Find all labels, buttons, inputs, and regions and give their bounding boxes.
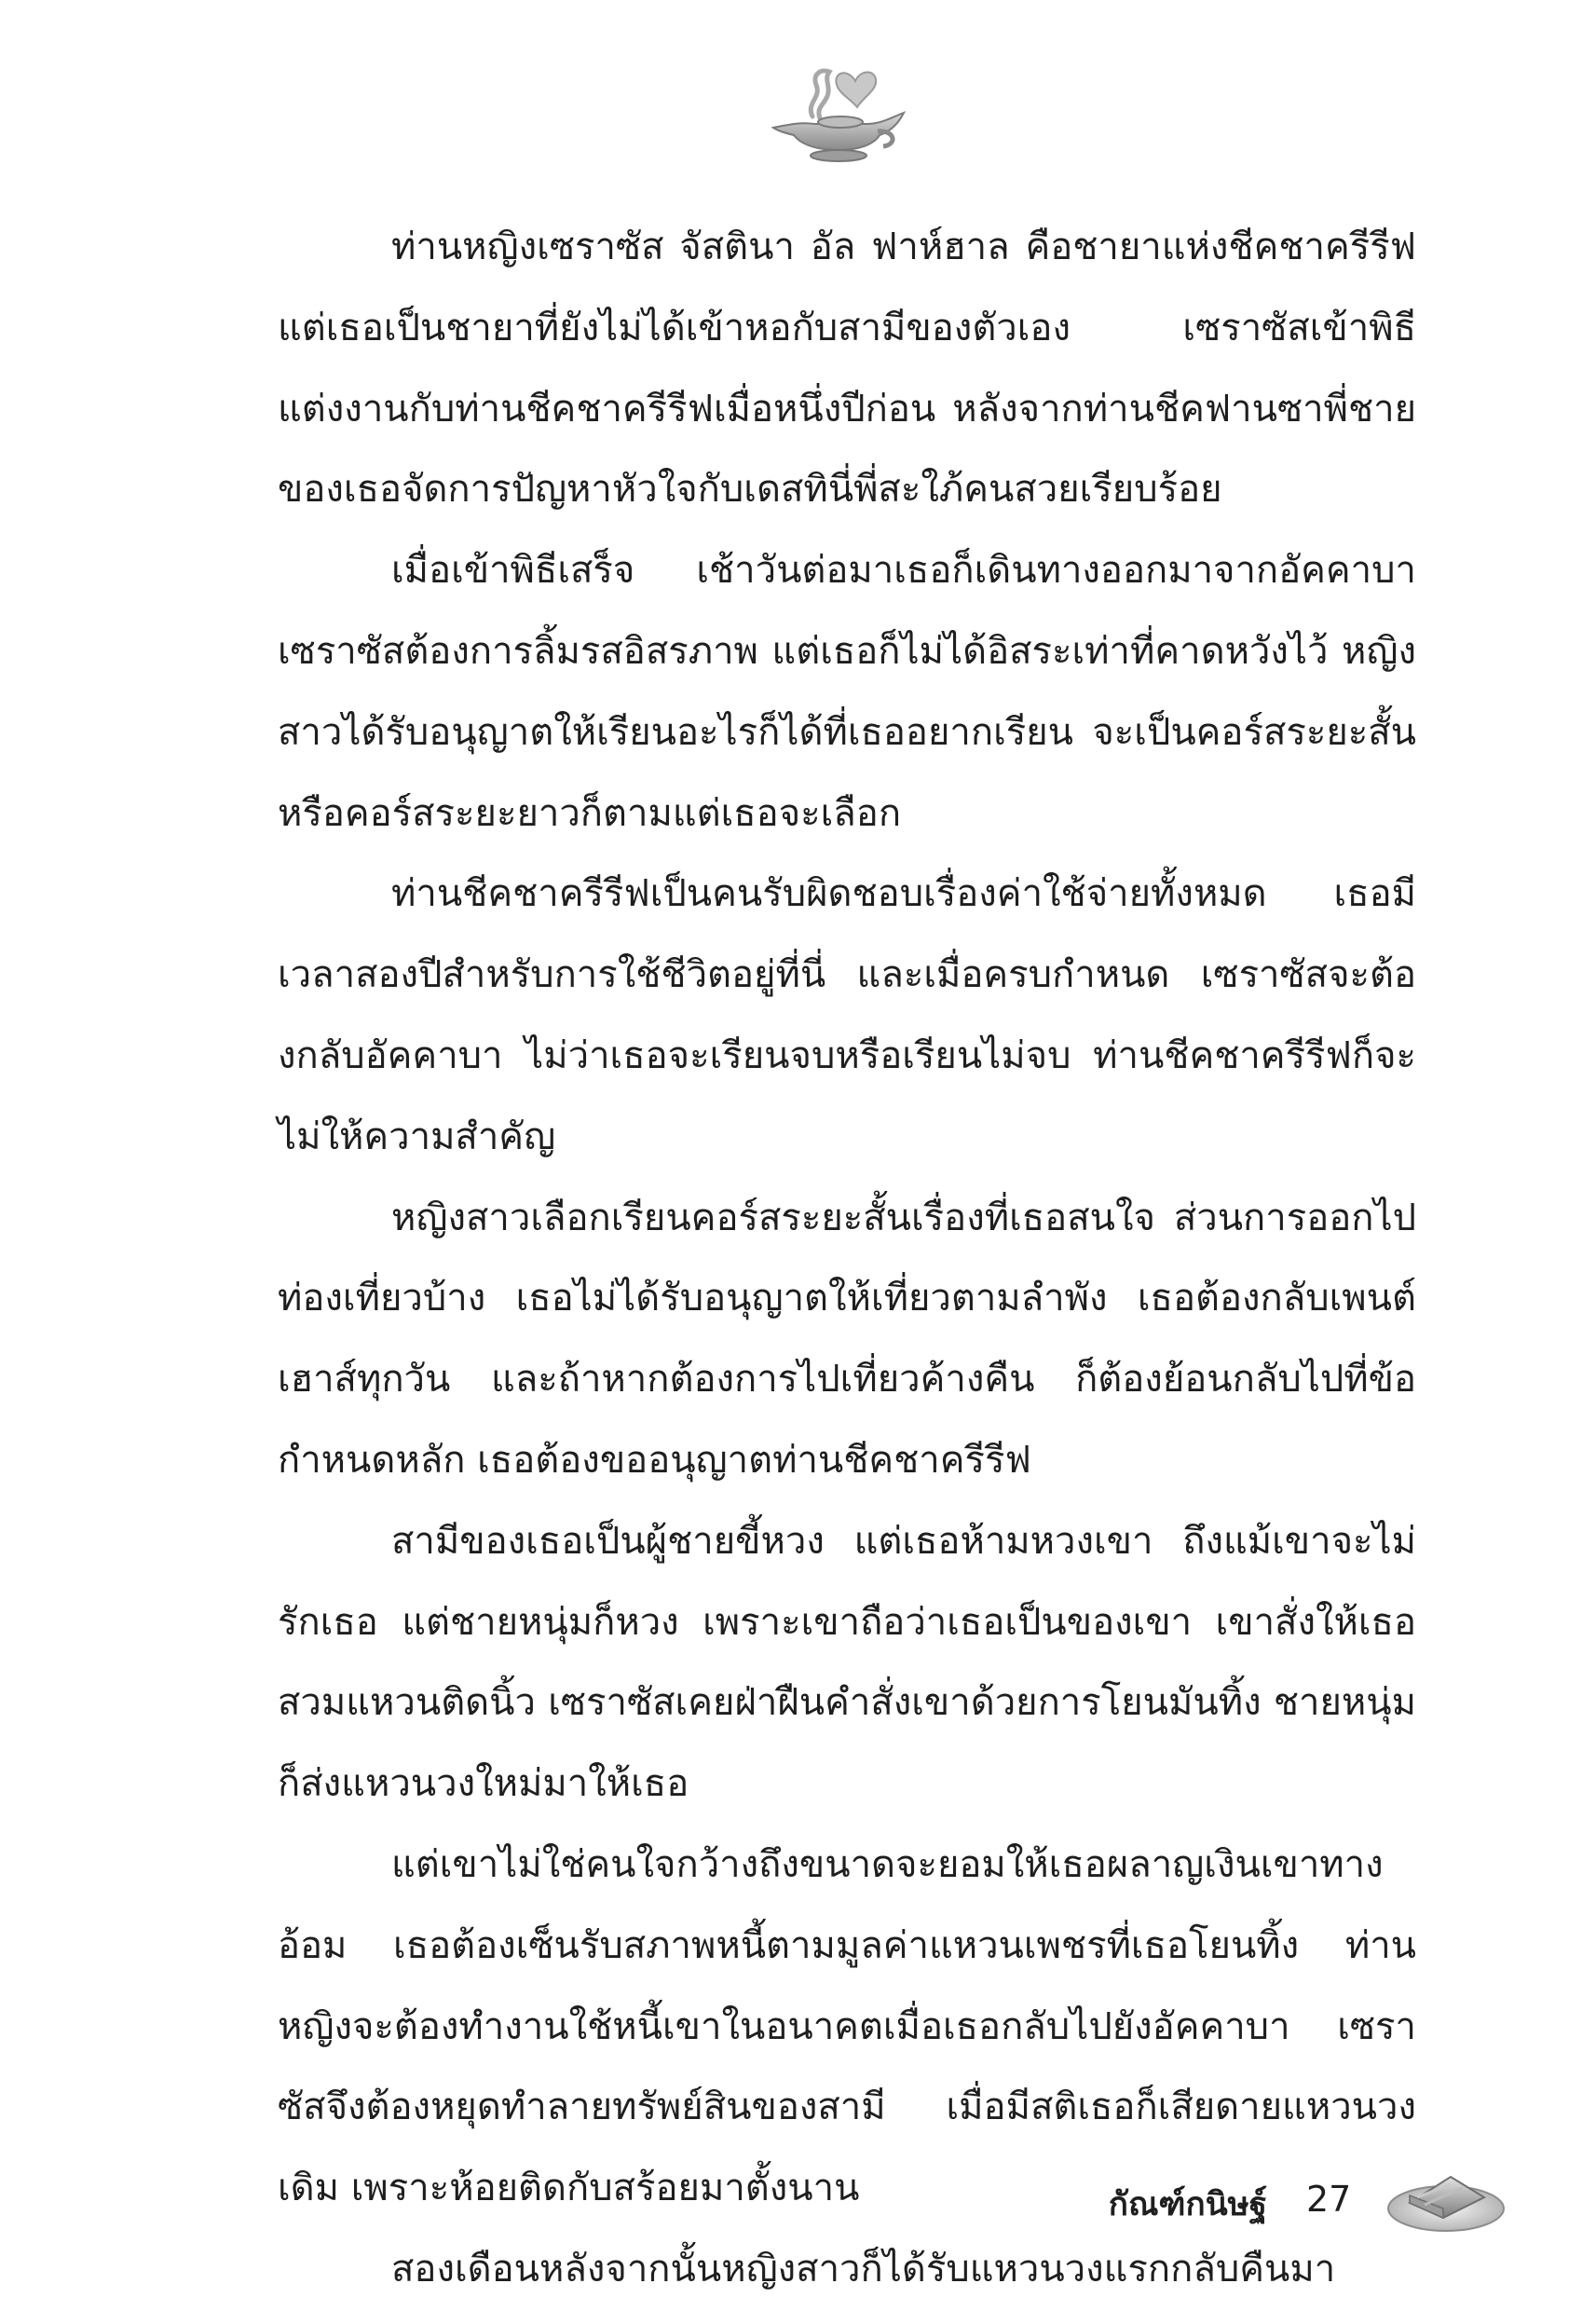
genie-lamp-heart-icon [755, 51, 913, 163]
page-number: 27 [1306, 2179, 1352, 2220]
paragraph-5: สามีของเธอเป็นผู้ชายขี้หวง แต่เธอห้ามหวงเขา ถึงแม้เขาจะไม่รักเธอ แต่ชายหนุ่มก็หวง เพราะเขาถือว่าเธอเป็นของเขา เขาสั่งให้เธอสวมแหวนติดนิ้ว เซราซัสเคยฝ่าฝืนคำสั่งเขาด้วยการโยนมันทิ้ง ชายหนุ่มก็ส่งแหวนวงใหม่มาให้เธอ [278, 1519, 1416, 1806]
paragraph-4: หญิงสาวเลือกเรียนคอร์สระยะสั้นเรื่องที่เธอสนใจ ส่วนการออกไปท่องเที่ยวบ้าง เธอไม่ได้รับอนุญาตให้เที่ยวตามลำพัง เธอต้องกลับเพนต์เฮาส์ทุกวัน และถ้าหากต้องการไปเที่ยวค้างคืน ก็ต้องย้อนกลับไปที่ข้อกำหนดหลัก เธอต้องขออนุญาตท่านชีคชาครีรีฟ [278, 1196, 1416, 1482]
cake-slice-icon [1384, 2160, 1509, 2235]
paragraph-3: ท่านชีคชาครีรีฟเป็นคนรับผิดชอบเรื่องค่าใช้จ่ายทั้งหมด เธอมีเวลาสองปีสำหรับการใช้ชีวิตอยู่ที่นี่ และเมื่อครบกำหนด เซราซัสจะต้องกลับอัคคาบา ไม่ว่าเธอจะเรียนจบหรือเรียนไม่จบ ท่านชีคชาครีรีฟก็จะไม่ให้ความสำคัญ [278, 872, 1416, 1158]
paragraph-1: ท่านหญิงเซราซัส จัสตินา อัล ฟาห์ฮาล คือชายาแห่งชีคชาครีรีฟ แต่เธอเป็นชายาที่ยังไม่ได้เข้าหอกับสามีของตัวเอง เซราซัสเข้าพิธีแต่งงานกับท่านชีคชาครีรีฟเมื่อหนึ่งปีก่อน หลังจากท่านชีคฟานซาพี่ชายของเธอจัดการปัญหาหัวใจกับเดสทินี่พี่สะใภ้คนสวยเรียบร้อย [278, 226, 1416, 512]
paragraph-2: เมื่อเข้าพิธีเสร็จ เช้าวันต่อมาเธอก็เดินทางออกมาจากอัคคาบา เซราซัสต้องการลิ้มรสอิสรภาพ แต่เธอก็ไม่ได้อิสระเท่าที่คาดหวังไว้ หญิงสาวได้รับอนุญาตให้เรียนอะไรก็ได้ที่เธออยากเรียน จะเป็นคอร์สระยะสั้นหรือคอร์สระยะยาวก็ตามแต่เธอจะเลือก [278, 549, 1416, 835]
page-footer [1109, 2160, 1509, 2235]
paragraph-7: สองเดือนหลังจากนั้นหญิงสาวก็ได้รับแหวนวงแรกกลับคืนมา [391, 2247, 1336, 2290]
paragraph-6: แต่เขาไม่ใช่คนใจกว้างถึงขนาดจะยอมให้เธอผลาญเงินเขาทางอ้อม เธอต้องเซ็นรับสภาพหนี้ตามมูลค่าแหวนเพชรที่เธอโยนทิ้ง ท่านหญิงจะต้องทำงานใช้หนี้เขาในอนาคตเมื่อเธอกลับไปยังอัคคาบา เซราซัสจึงต้องหยุดทำลายทรัพย์สินของสามี เมื่อมีสติเธอก็เสียดายแหวนวงเดิม เพราะห้อยติดกับสร้อยมาตั้งนาน [278, 1842, 1416, 2210]
book-title: กัณฑ์กนิษฐ์ [1108, 2186, 1267, 2223]
body-text [278, 207, 1416, 2310]
